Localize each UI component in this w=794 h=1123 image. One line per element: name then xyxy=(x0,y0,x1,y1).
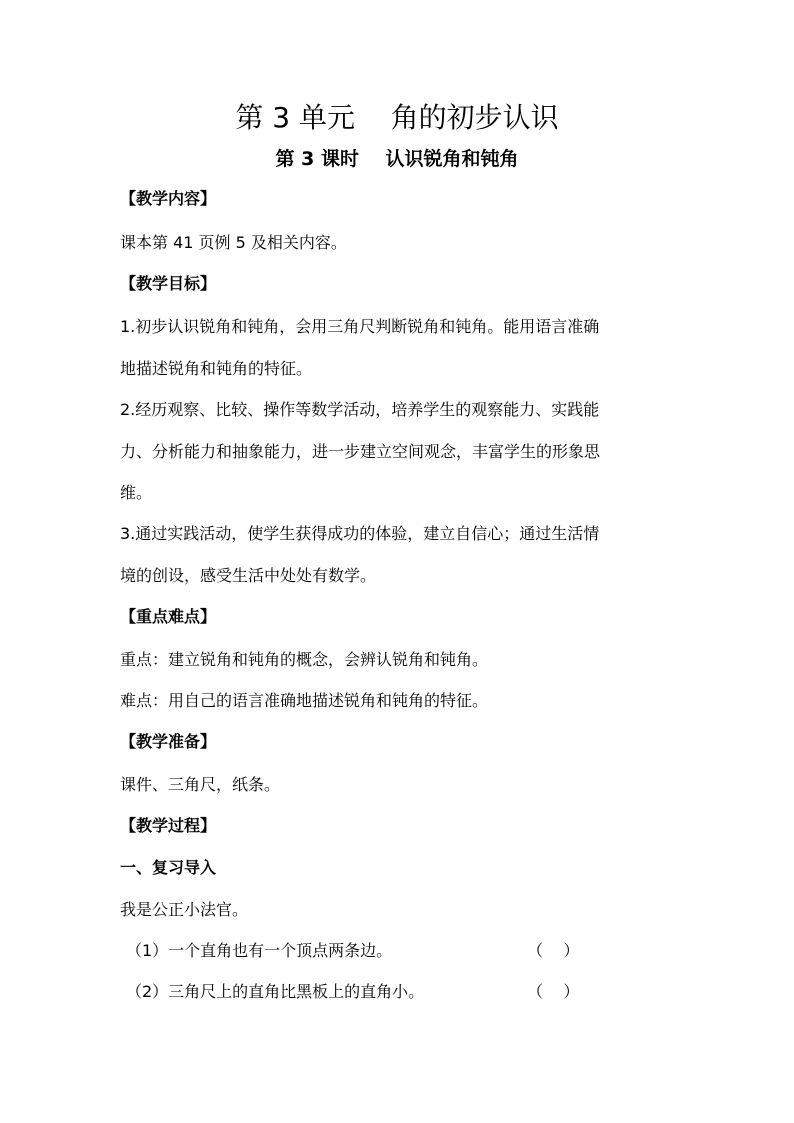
question-1-answer-blank[interactable]: （ ） xyxy=(527,941,580,960)
question-2-text: （2）三角尺上的直角比黑板上的直角小。 xyxy=(126,982,425,1001)
review-intro-heading: 一、复习导入 xyxy=(120,858,217,877)
teaching-goals-heading: 【教学目标】 xyxy=(120,274,217,293)
question-1-text: （1）一个直角也有一个顶点两条边。 xyxy=(126,941,393,960)
key-point-text: 重点：建立锐角和钝角的概念，会辨认锐角和钝角。 xyxy=(120,650,489,669)
goal-1-line-1: 1.初步认识锐角和钝角，会用三角尺判断锐角和钝角。能用语言准确 xyxy=(120,317,600,336)
judge-intro-text: 我是公正小法官。 xyxy=(120,900,249,919)
difficulty-text: 难点：用自己的语言准确地描述锐角和钝角的特征。 xyxy=(120,691,489,710)
unit-title: 第 3 单元 角的初步认识 xyxy=(235,101,559,134)
question-2-answer-blank[interactable]: （ ） xyxy=(527,982,580,1001)
goal-2-line-1: 2.经历观察、比较、操作等数学活动，培养学生的观察能力、实践能 xyxy=(120,400,600,419)
goal-3-line-1: 3.通过实践活动，使学生获得成功的体验，建立自信心；通过生活情 xyxy=(120,524,600,543)
goal-2-line-3: 维。 xyxy=(120,483,153,502)
goal-3-line-2: 境的创设，感受生活中处处有数学。 xyxy=(120,566,377,585)
goal-1-line-2: 地描述锐角和钝角的特征。 xyxy=(120,359,313,378)
teaching-content-text: 课本第 41 页例 5 及相关内容。 xyxy=(120,233,347,252)
teaching-content-heading: 【教学内容】 xyxy=(120,189,217,208)
teaching-process-heading: 【教学过程】 xyxy=(120,816,217,835)
teaching-prep-heading: 【教学准备】 xyxy=(120,732,217,751)
teaching-prep-text: 课件、三角尺，纸条。 xyxy=(120,775,281,794)
lesson-subtitle: 第 3 课时 认识锐角和钝角 xyxy=(275,148,519,170)
goal-2-line-2: 力、分析能力和抽象能力，进一步建立空间观念，丰富学生的形象思 xyxy=(120,442,601,461)
key-difficulty-heading: 【重点难点】 xyxy=(120,607,217,626)
